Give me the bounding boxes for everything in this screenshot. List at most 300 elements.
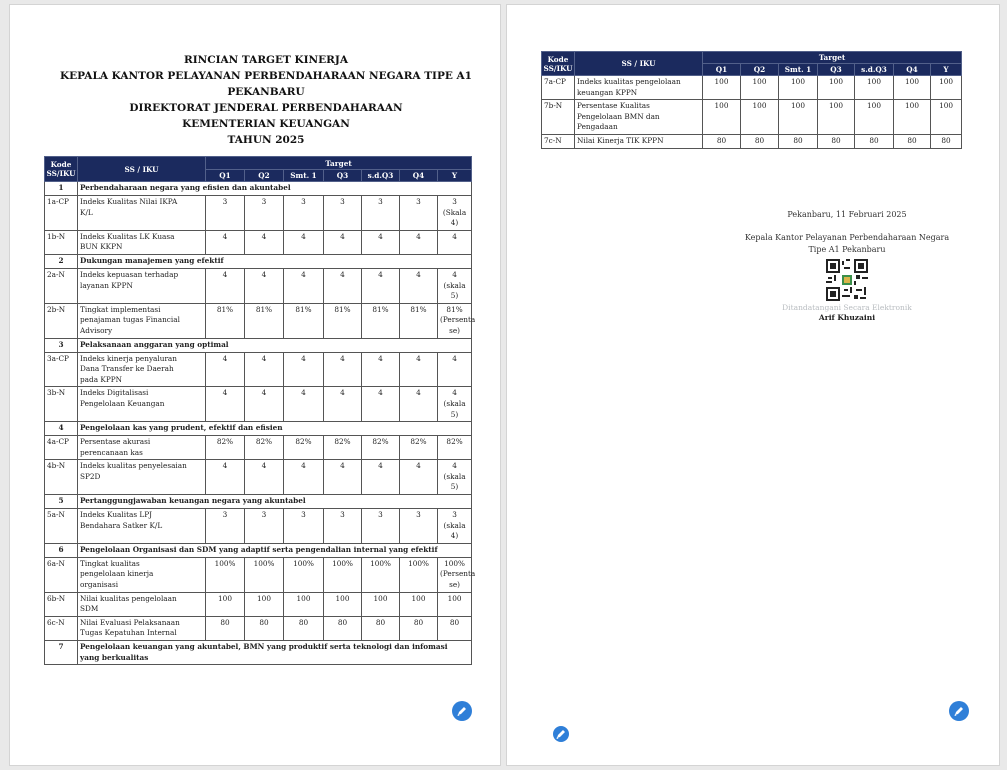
target-value [284,196,324,231]
target-value [779,100,818,135]
target-value [400,303,438,338]
indicator-name-line: SDM [80,604,99,614]
table-row [45,230,472,254]
target-value [741,100,779,135]
indicator-name [575,76,703,100]
target-value [400,460,438,495]
indicator-name-line: keuangan KPPN [577,87,638,97]
target-value [779,134,818,148]
indicator-name-line: Nilai Evaluasi Pelaksanaan [80,617,180,627]
page-right [506,4,1000,766]
indicator-name [78,387,206,422]
table-row [45,509,472,544]
target-value [245,303,284,338]
target-value [362,268,400,303]
target-value-text: 4 [452,231,457,241]
indicator-name-line: Advisory [80,325,113,335]
indicator-name-line: Pengelolaan BMN dan [577,111,660,121]
target-value [400,616,438,640]
target-value [206,196,245,231]
indicator-code: 7c-N [542,134,575,148]
section-title: Dukungan manajemen yang efektif [78,254,472,268]
target-value-text: 3 [261,197,267,206]
target-value-text: 3 [416,197,421,206]
indicator-name-line: Bendahara Satker K/L [80,520,163,530]
indicator-code: 7a-CP [542,76,575,100]
target-value-text: 4 [340,269,345,279]
target-value [284,303,324,338]
target-value-text: 100 [373,593,388,603]
target-value [400,557,438,592]
indicator-code: 3a-CP [45,352,78,387]
target-value-text: 100 [791,77,805,86]
table-row [542,134,962,148]
target-value-text: 81% [255,304,273,314]
target-value [324,436,362,460]
table-row [45,303,472,338]
section-number: 1 [45,182,78,196]
section-title: Pelaksanaan anggaran yang optimal [78,338,472,352]
target-value-text: 81% [334,304,351,314]
target-value [245,592,284,616]
indicator-name-line: Indeks kepuasan terhadap [80,269,179,279]
target-value [206,557,245,592]
indicator-name [78,436,206,460]
section-number: 4 [45,422,78,436]
target-value-text: 100 [335,593,350,603]
target-value [362,436,400,460]
target-value-text: 100 [829,101,843,111]
target-value [438,352,472,387]
table-row [45,460,472,495]
target-value [206,303,245,338]
section-title: Pengelolaan Organisasi dan SDM yang adaptif serta pengendalian internal yang efektif [78,543,472,557]
target-value-text: 100 [447,593,462,603]
target-value [245,616,284,640]
indicator-name-line: Tingkat kualitas [80,558,140,568]
target-value-text: 100% [444,558,465,568]
target-value [362,460,400,495]
target-value-text: 80 [754,135,765,145]
indicator-code: 5a-N [45,509,78,544]
target-value-text: 4 [222,353,228,363]
target-value [438,616,472,640]
target-value [324,387,362,422]
target-value [400,509,438,544]
target-value-text: 4 [301,231,306,241]
section-title: Pengelolaan keuangan yang akuntabel, BMN yang produktif serta teknologi dan infomasi yang berkualitas [78,641,472,665]
target-value-text: 4 [378,269,383,279]
title-line: KEMENTERIAN KEUANGAN [182,118,350,130]
target-value-text: 4 [261,269,267,279]
target-value [438,436,472,460]
indicator-name-line: organisasi [80,580,119,590]
target-value [206,352,245,387]
indicator-name-line: Tingkat implementasi [80,304,161,314]
section-number: 3 [45,338,78,352]
target-value-text: 100% [214,558,236,568]
target-value-text: 100 [791,101,805,111]
target-value-text: 80 [449,617,460,627]
table-row [45,616,472,640]
target-value-text: 4 [416,461,421,471]
indicator-name-line: Nilai Kinerja TIK KPPN [577,135,664,145]
target-value-text: 82% [216,437,234,447]
target-value [324,352,362,387]
target-scale-note: (skala 5) [443,398,466,419]
target-value-text: 4 [301,388,306,398]
header-col-q1: Q1 [703,64,741,76]
target-value [438,387,472,422]
indicator-name-line: Indeks kualitas penyelesaian [80,461,187,471]
indicator-name-line: Indeks Digitalisasi [80,388,149,398]
target-value [284,230,324,254]
target-value [362,196,400,231]
target-scale-note: (skala 4) [443,520,466,541]
header-col-q1: Q1 [206,170,245,182]
section-row [45,641,472,665]
signature-office-line: Kepala Kantor Pelayanan Perbendaharaan Negara [744,233,950,242]
target-value [400,592,438,616]
title-line: DIREKTORAT JENDERAL PERBENDAHARAAN [129,102,403,114]
target-value-text: 4 [452,269,457,279]
target-value [362,303,400,338]
target-value [931,100,962,135]
target-value [818,76,855,100]
target-value-text: 100% [408,558,429,568]
indicator-code: 6a-N [45,557,78,592]
target-value [362,557,400,592]
title-line: TAHUN 2025 [227,134,305,146]
target-value [400,196,438,231]
target-value-text: 4 [378,388,383,398]
target-scale-note: (skala 5) [443,280,466,301]
title-line: PEKANBARU [227,86,305,98]
indicator-name [78,196,206,231]
section-row [45,254,472,268]
section-title: Perbendaharaan negara yang efisien dan akuntabel [78,182,472,196]
target-value-text: 100% [253,558,275,568]
electronic-signature-note: Ditandatangani Secara Elektronik [782,303,912,312]
target-value [894,100,931,135]
target-value-text: 100% [370,558,391,568]
target-value-text: 82% [334,437,351,447]
indicator-code: 4a-CP [45,436,78,460]
target-value-text: 82% [255,437,273,447]
target-value [400,387,438,422]
header-kode: Kode SS/IKU [45,157,78,182]
target-value [324,196,362,231]
header-col-sdq3: s.d.Q3 [362,170,400,182]
target-value-text: 4 [452,461,457,471]
target-value-text: 80 [907,135,917,145]
target-value [206,616,245,640]
target-value [206,592,245,616]
header-col-smt1: Smt. 1 [779,64,818,76]
indicator-name [78,592,206,616]
target-value [206,268,245,303]
target-value [324,557,362,592]
target-value [855,100,894,135]
target-value-text: 4 [340,388,345,398]
target-value-text: 100 [218,593,232,603]
header-col-q2: Q2 [245,170,284,182]
target-value [438,268,472,303]
indicator-name [78,303,206,338]
indicator-name [78,616,206,640]
target-value [931,134,962,148]
target-value-text: 4 [416,269,421,279]
target-value-text: 3 [416,510,421,520]
target-value [855,76,894,100]
target-value [284,592,324,616]
target-value [245,230,284,254]
target-value-text: 4 [222,461,228,471]
target-value [284,509,324,544]
edit-pen-icon [553,726,569,742]
target-scale-note: (Persenta [440,569,476,579]
target-value [324,616,362,640]
header-ss-iku: SS / IKU [78,157,206,182]
target-value-text: 3 [378,510,383,520]
target-value-text: 4 [416,231,421,241]
indicator-code: 2b-N [45,303,78,338]
target-value [245,557,284,592]
target-value [438,557,476,592]
target-value-text: 80 [793,135,803,145]
target-value [206,436,245,460]
target-value-text: 81% [410,304,427,314]
signatory-name: Arif Khuzaini [818,313,876,322]
indicator-name-line: Indeks Kualitas LK Kuasa [80,231,175,241]
target-value-text: 4 [340,353,345,363]
target-value [362,592,400,616]
table-body [45,182,476,665]
target-value [400,230,438,254]
target-value-text: 82% [410,437,427,447]
target-value [855,134,894,148]
target-value [703,134,741,148]
table-row [45,436,472,460]
target-scale-note: (skala 5) [443,471,466,492]
target-value-text: 100 [714,77,729,86]
indicator-name-line: K/L [80,207,93,217]
target-value [245,460,284,495]
target-value [438,592,472,616]
target-value-text: 3 [452,510,457,520]
target-value-text: 4 [378,353,383,363]
target-value [245,196,284,231]
indicator-name-line: Indeks Kualitas LPJ [80,510,153,520]
target-value [438,303,476,338]
target-value-text: 4 [261,353,267,363]
target-value-text: 3 [340,510,345,520]
target-value-text: 4 [452,353,457,363]
header-target: Target [206,157,472,170]
table-body [542,76,962,149]
target-value [438,230,472,254]
indicator-name-line: Pengadaan [577,122,618,132]
target-value [324,592,362,616]
target-value-text: 100 [714,101,729,111]
header-col-smt1: Smt. 1 [284,170,324,182]
target-value [894,76,931,100]
target-value-text: 3 [301,197,306,206]
target-value-text: 100 [867,77,881,86]
target-value [400,352,438,387]
target-value-text: 81% [295,304,312,314]
target-value [324,509,362,544]
target-value-text: 3 [340,197,345,206]
target-value-text: 4 [261,231,267,241]
table-row [542,76,962,100]
target-value [400,268,438,303]
edit-pen-icon [949,701,969,721]
table-row [45,557,472,592]
target-scale-note: (Persenta [440,315,476,325]
target-value [245,509,284,544]
indicator-name-line: Indeks Kualitas Nilai IKPA [80,197,178,206]
indicator-name-line: BUN KKPN [80,242,123,252]
section-row [45,543,472,557]
target-value-text: 4 [452,388,457,398]
target-value [206,509,245,544]
target-value-text: 4 [301,461,306,471]
target-value-text: 100% [293,558,314,568]
target-value [438,460,472,495]
section-row [45,495,472,509]
target-value [206,387,245,422]
target-value [284,387,324,422]
indicator-name-line: pengelolaan kinerja [80,569,154,579]
indicator-name-line: Indeks kinerja penyaluran [80,353,177,363]
target-value-text: 100 [939,77,953,86]
target-value [438,196,472,231]
signature-block [721,209,973,323]
table-row [45,352,472,387]
header-col-q4: Q4 [400,170,438,182]
target-value-text: 81% [372,304,389,314]
target-value [362,230,400,254]
target-value [284,268,324,303]
target-value [245,352,284,387]
indicator-name-line: Pengelolaan Keuangan [80,398,165,408]
target-value-text: 4 [378,461,383,471]
target-value-text: 4 [416,388,421,398]
target-value [362,616,400,640]
section-row [45,338,472,352]
target-value-text: 4 [340,461,345,471]
target-value [438,509,472,544]
target-value [284,436,324,460]
title-line: RINCIAN TARGET KINERJA [184,54,348,66]
target-value-text: 82% [295,437,312,447]
target-value-text: 3 [222,510,228,520]
indicator-code: 7b-N [542,100,575,135]
target-value [324,268,362,303]
target-value-text: 4 [416,353,421,363]
target-value [284,352,324,387]
edit-pen-icon [452,701,472,721]
target-value [779,76,818,100]
indicator-code: 2a-N [45,268,78,303]
target-value-text: 80 [869,135,879,145]
target-value [324,460,362,495]
target-value [245,268,284,303]
target-value-text: 4 [222,231,228,241]
indicator-name [78,557,206,592]
signature-office-line: Tipe A1 Pekanbaru [808,245,886,254]
target-value [284,616,324,640]
indicator-name [575,100,703,135]
target-value-text: 100 [257,593,271,603]
section-title: Pertanggungjawaban keuangan negara yang akuntabel [78,495,472,509]
indicator-name-line: Dana Transfer ke Daerah [80,364,174,374]
target-value-text: 82% [446,437,463,447]
target-value-text: 3 [222,197,228,206]
indicator-code: 6b-N [45,592,78,616]
header-col-q3: Q3 [324,170,362,182]
target-value-text: 81% [446,304,463,314]
target-value-text: 81% [216,304,234,314]
target-value-text: 4 [301,353,306,363]
target-value [284,557,324,592]
target-value-text: 3 [452,197,457,206]
target-value-text: 80 [716,135,727,145]
target-value-text: 3 [261,510,267,520]
table-row [45,268,472,303]
target-value-text: 80 [375,617,386,627]
target-value-text: 3 [378,197,383,206]
indicator-code: 4b-N [45,460,78,495]
indicator-code: 6c-N [45,616,78,640]
indicator-name-line: penajaman tugas Financial [80,315,180,325]
indicator-name [78,352,206,387]
section-number: 7 [45,641,78,665]
table-row [45,196,472,231]
signature-office [721,232,973,256]
target-value [206,460,245,495]
indicator-name-line: Indeks kualitas pengelolaan [577,77,681,86]
section-number: 6 [45,543,78,557]
target-value-text: 100 [867,101,881,111]
target-value-text: 4 [261,461,267,471]
target-value [400,436,438,460]
target-value [931,76,962,100]
target-value-text: 82% [372,437,389,447]
table-row [45,387,472,422]
target-value-text: 4 [301,269,306,279]
indicator-name [575,134,703,148]
header-kode: Kode SS/IKU [542,52,575,76]
indicator-name-line: pada KPPN [80,374,123,384]
target-value-text: 80 [831,135,841,145]
target-scale-note: se) [449,580,460,590]
table-row [542,100,962,135]
target-value-text: 4 [261,388,267,398]
target-value-text: 100 [752,77,767,86]
table-row [45,592,472,616]
header-col-q4: Q4 [894,64,931,76]
target-value-text: 80 [220,617,230,627]
target-value [362,352,400,387]
target-value [362,387,400,422]
target-value-text: 100 [905,101,919,111]
target-value-text: 4 [222,269,228,279]
target-value-text: 4 [222,388,228,398]
target-value-text: 100 [939,101,953,111]
target-value [324,303,362,338]
